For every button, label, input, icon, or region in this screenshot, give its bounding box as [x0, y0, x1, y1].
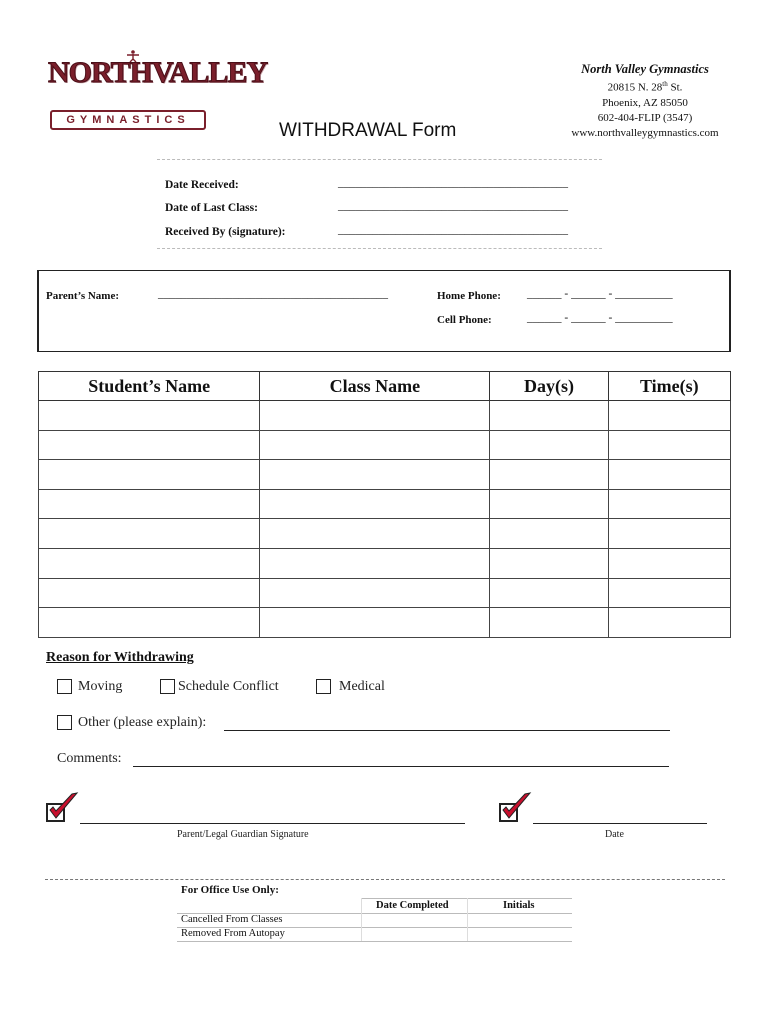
- times-cell[interactable]: [608, 548, 730, 578]
- parent-info-box: [37, 270, 731, 352]
- table-row: [39, 401, 731, 431]
- medical-label: Medical: [339, 679, 385, 694]
- student-name-cell[interactable]: [39, 578, 260, 608]
- table-row: [39, 489, 731, 519]
- form-title: WITHDRAWAL Form: [279, 120, 457, 141]
- street-address: 20815 N. 28th St.: [607, 80, 683, 94]
- guardian-signature-field[interactable]: [80, 823, 465, 824]
- col-class-name: Class Name: [260, 372, 490, 401]
- reason-heading: Reason for Withdrawing: [46, 650, 194, 665]
- medical-checkbox[interactable]: [316, 679, 331, 694]
- class-name-cell[interactable]: [260, 489, 490, 519]
- office-col-divider: [467, 898, 468, 941]
- times-cell[interactable]: [608, 430, 730, 460]
- table-row: [39, 548, 731, 578]
- days-cell[interactable]: [490, 460, 608, 490]
- student-name-cell[interactable]: [39, 460, 260, 490]
- class-name-cell[interactable]: [260, 608, 490, 638]
- table-row: [39, 519, 731, 549]
- moving-label: Moving: [78, 679, 123, 694]
- class-name-cell[interactable]: [260, 519, 490, 549]
- class-table-header: [39, 372, 731, 401]
- student-name-cell[interactable]: [39, 489, 260, 519]
- days-cell[interactable]: [490, 489, 608, 519]
- class-table: [38, 371, 731, 638]
- days-cell[interactable]: [490, 578, 608, 608]
- moving-checkbox[interactable]: [57, 679, 72, 694]
- home-phone-field[interactable]: ______ - ______ - __________: [527, 288, 673, 300]
- table-row: [39, 430, 731, 460]
- class-name-cell[interactable]: [260, 401, 490, 431]
- other-explain-field[interactable]: [224, 716, 670, 731]
- class-name-cell[interactable]: [260, 548, 490, 578]
- city-line: Phoenix, AZ 85050: [602, 96, 688, 109]
- table-row: [39, 608, 731, 638]
- student-name-cell[interactable]: [39, 608, 260, 638]
- reason-other-option[interactable]: [57, 715, 206, 731]
- home-phone-label: Home Phone:: [437, 290, 501, 302]
- divider-office-use: [45, 879, 725, 880]
- times-cell[interactable]: [608, 608, 730, 638]
- reason-medical-option[interactable]: [316, 679, 385, 695]
- date-received-label: Date Received:: [165, 179, 239, 191]
- col-days: Day(s): [490, 372, 608, 401]
- reason-schedule-option[interactable]: [160, 679, 279, 695]
- times-cell[interactable]: [608, 489, 730, 519]
- times-cell[interactable]: [608, 460, 730, 490]
- times-cell[interactable]: [608, 519, 730, 549]
- office-row-autopay: Removed From Autopay: [181, 928, 285, 939]
- office-col-date-completed: Date Completed: [376, 900, 449, 911]
- table-row: [39, 578, 731, 608]
- received-by-label: Received By (signature):: [165, 226, 286, 238]
- reason-moving-option[interactable]: [57, 679, 122, 695]
- times-cell[interactable]: [608, 401, 730, 431]
- cell-phone-label: Cell Phone:: [437, 314, 492, 326]
- org-name: North Valley Gymnastics: [581, 62, 709, 76]
- cell-phone-field[interactable]: ______ - ______ - __________: [527, 312, 673, 324]
- received-by-field[interactable]: ________________________________________: [338, 224, 568, 236]
- schedule-conflict-checkbox[interactable]: [160, 679, 175, 694]
- phone-number: 602-404-FLIP (3547): [597, 111, 693, 124]
- office-row-cancelled: Cancelled From Classes: [181, 914, 283, 925]
- student-name-cell[interactable]: [39, 519, 260, 549]
- logo-wordmark-north-valley: NORTHVALLEY: [48, 56, 268, 89]
- student-name-cell[interactable]: [39, 401, 260, 431]
- date-last-class-label: Date of Last Class:: [165, 202, 258, 214]
- org-address-block: [540, 62, 750, 141]
- table-row: [39, 460, 731, 490]
- other-checkbox[interactable]: [57, 715, 72, 730]
- other-label: Other (please explain):: [78, 715, 207, 730]
- divider-top: [157, 159, 602, 160]
- date-received-field[interactable]: ________________________________________: [338, 177, 568, 189]
- col-student-name: Student’s Name: [39, 372, 260, 401]
- col-times: Time(s): [608, 372, 730, 401]
- days-cell[interactable]: [490, 608, 608, 638]
- signature-date-caption: Date: [605, 829, 624, 840]
- signature-date-field[interactable]: [533, 823, 707, 824]
- student-name-cell[interactable]: [39, 430, 260, 460]
- days-cell[interactable]: [490, 548, 608, 578]
- date-last-class-field[interactable]: ________________________________________: [338, 200, 568, 212]
- class-table-body: [39, 401, 731, 638]
- office-row-line: [177, 941, 572, 942]
- comments-field[interactable]: [133, 752, 669, 767]
- parent-name-label: Parent’s Name:: [46, 290, 120, 302]
- class-name-cell[interactable]: [260, 460, 490, 490]
- logo-wordmark-gymnastics: GYMNASTICS: [50, 110, 206, 130]
- class-name-cell[interactable]: [260, 578, 490, 608]
- class-name-cell[interactable]: [260, 430, 490, 460]
- times-cell[interactable]: [608, 578, 730, 608]
- office-col-divider: [361, 898, 362, 941]
- guardian-signature-caption: Parent/Legal Guardian Signature: [177, 829, 309, 840]
- student-name-cell[interactable]: [39, 548, 260, 578]
- days-cell[interactable]: [490, 430, 608, 460]
- parent-name-field[interactable]: ________________________________________: [158, 288, 388, 300]
- divider-office: [157, 248, 602, 249]
- office-use-heading: For Office Use Only:: [181, 884, 279, 896]
- days-cell[interactable]: [490, 401, 608, 431]
- website-link[interactable]: www.northvalleygymnastics.com: [571, 126, 719, 139]
- checkmark-icon: [45, 790, 79, 824]
- checkmark-icon: [498, 790, 532, 824]
- office-col-initials: Initials: [503, 900, 535, 911]
- comments-label: Comments:: [57, 751, 122, 766]
- north-valley-logo: [46, 50, 268, 132]
- days-cell[interactable]: [490, 519, 608, 549]
- schedule-conflict-label: Schedule Conflict: [178, 679, 279, 694]
